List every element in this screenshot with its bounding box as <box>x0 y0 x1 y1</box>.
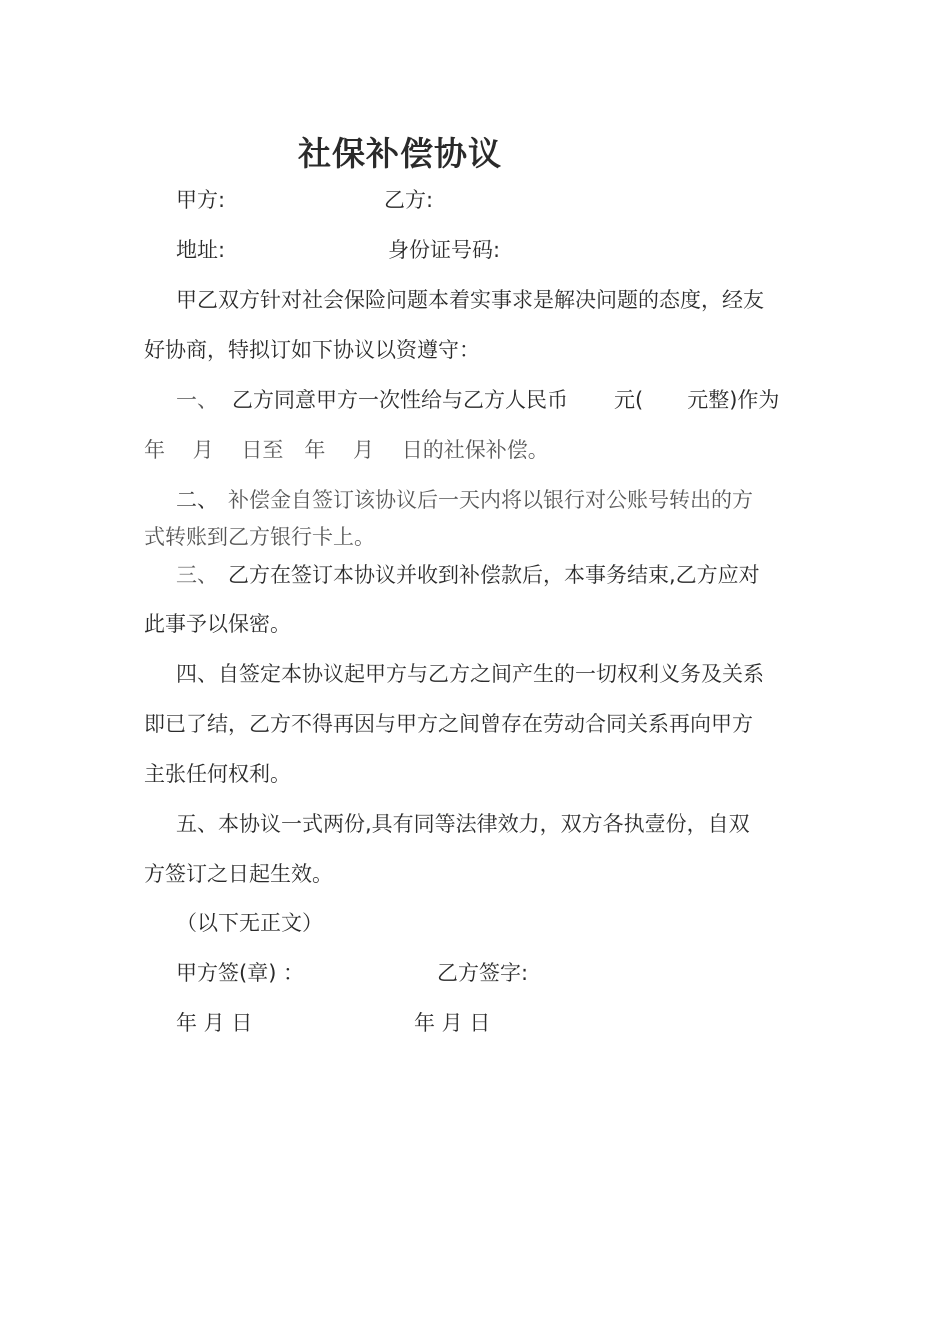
clause-1-line-2: 年 月 日至 年 月 日的社保补偿。 <box>144 438 549 462</box>
address-label: 地址: <box>176 238 226 262</box>
clause-3-line-2: 此事予以保密。 <box>144 612 291 636</box>
clause-3-text: 乙方在签订本协议并收到补偿款后，本事务结束,乙方应对 <box>228 563 760 587</box>
clause-5-line-2: 方签订之日起生效。 <box>144 862 333 886</box>
clause-1-number: 一、 <box>176 388 218 412</box>
clause-1-text-c: 元整)作为 <box>687 388 780 412</box>
intro-line-2: 好协商，特拟订如下协议以资遵守： <box>144 338 480 362</box>
date-a: 年 月 日 <box>176 1011 253 1035</box>
clause-4-line-3: 主张任何权利。 <box>144 762 291 786</box>
clause-1-line-1 <box>176 390 779 411</box>
clause-2-line-2: 式转账到乙方银行卡上。 <box>144 525 375 549</box>
clause-2-text: 补偿金自签订该协议后一天内将以银行对公账号转出的方 <box>228 488 753 512</box>
id-number-label: 身份证号码: <box>388 238 501 262</box>
party-b-label: 乙方: <box>384 188 434 212</box>
clause-4-line-2: 即已了结，乙方不得再因与甲方之间曾存在劳动合同关系再向甲方 <box>144 712 753 736</box>
signature-a-label: 甲方签(章) ： <box>176 961 305 985</box>
intro-line-1: 甲乙双方针对社会保险问题本着实事求是解决问题的态度，经友 <box>176 288 764 312</box>
document-title: 社保补偿协议 <box>298 134 502 173</box>
clause-3-line-1 <box>176 565 760 586</box>
date-b: 年 月 日 <box>414 1011 491 1035</box>
clause-1-text-b: 元( <box>614 388 644 412</box>
clause-4-line-1: 四、自签定本协议起甲方与乙方之间产生的一切权利义务及关系 <box>176 662 764 686</box>
party-a-label: 甲方: <box>176 188 226 212</box>
clause-2-line-1 <box>176 490 753 511</box>
clause-1-text-a: 乙方同意甲方一次性给与乙方人民币 <box>232 388 568 412</box>
signature-b-label: 乙方签字: <box>437 961 529 985</box>
clause-3-number: 三、 <box>176 563 218 587</box>
clause-2-number: 二、 <box>176 488 218 512</box>
end-note: （以下无正文） <box>176 911 323 935</box>
clause-5-line-1: 五、本协议一式两份,具有同等法律效力，双方各执壹份，自双 <box>176 812 750 836</box>
